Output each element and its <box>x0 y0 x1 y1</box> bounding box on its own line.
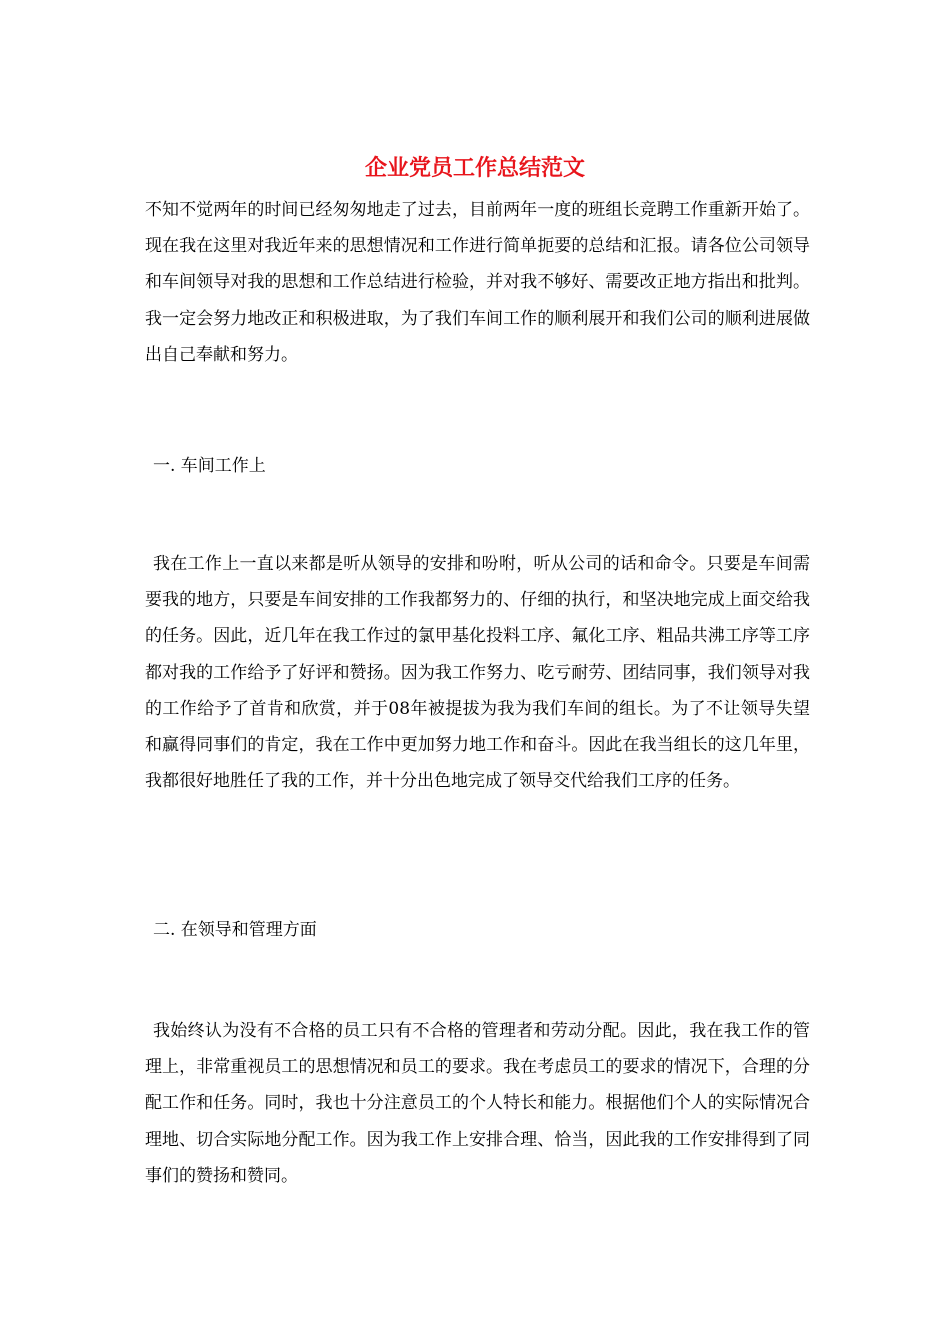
document-title: 企业党员工作总结范文 <box>364 155 585 181</box>
section-body-workshop: 我在工作上一直以来都是听从领导的安排和吩咐，听从公司的话和命令。只要是车间需要我的地方，只要是车间安排的工作我都努力的、仔细的执行，和坚决地完成上面交给我的任务。因此，近几年在我工作过的氯甲基化投料工序、氟化工序、粗品共沸工序等工序都对我的工作给予了好评和赞扬。因为我工作努力、吃亏耐劳、团结同事，我们领导对我的工作给予了首肯和欣赏，并于08年被提拔为我为我们车间的组长。为了不让领导失望和赢得同事们的肯定，我在工作中更加努力地工作和奋斗。因此在我当组长的这几年里，我都很好地胜任了我的工作，并十分出色地完成了领导交代给我们工序的任务。 <box>145 554 810 792</box>
section-body-leadership: 我始终认为没有不合格的员工只有不合格的管理者和劳动分配。因此，我在我工作的管理上，非常重视员工的思想情况和员工的要求。我在考虑员工的要求的情况下，合理的分配工作和任务。同时，我也十分注意员工的个人特长和能力。根据他们个人的实际情况合理地、切合实际地分配工作。因为我工作上安排合理、恰当，因此我的工作安排得到了同事们的赞扬和赞同。 <box>145 1021 810 1186</box>
intro-paragraph: 不知不觉两年的时间已经匆匆地走了过去，目前两年一度的班组长竞聘工作重新开始了。现在我在这里对我近年来的思想情况和工作进行简单扼要的总结和汇报。请各位公司领导和车间领导对我的思想和工作总结进行检验，并对我不够好、需要改正地方指出和批判。我一定会努力地改正和积极进取，为了我们车间工作的顺利展开和我们公司的顺利进展做出自己奉献和努力。 <box>145 200 810 365</box>
section-heading-leadership: 二. 在领导和管理方面 <box>153 920 317 940</box>
section-heading-workshop: 一. 车间工作上 <box>153 456 266 476</box>
